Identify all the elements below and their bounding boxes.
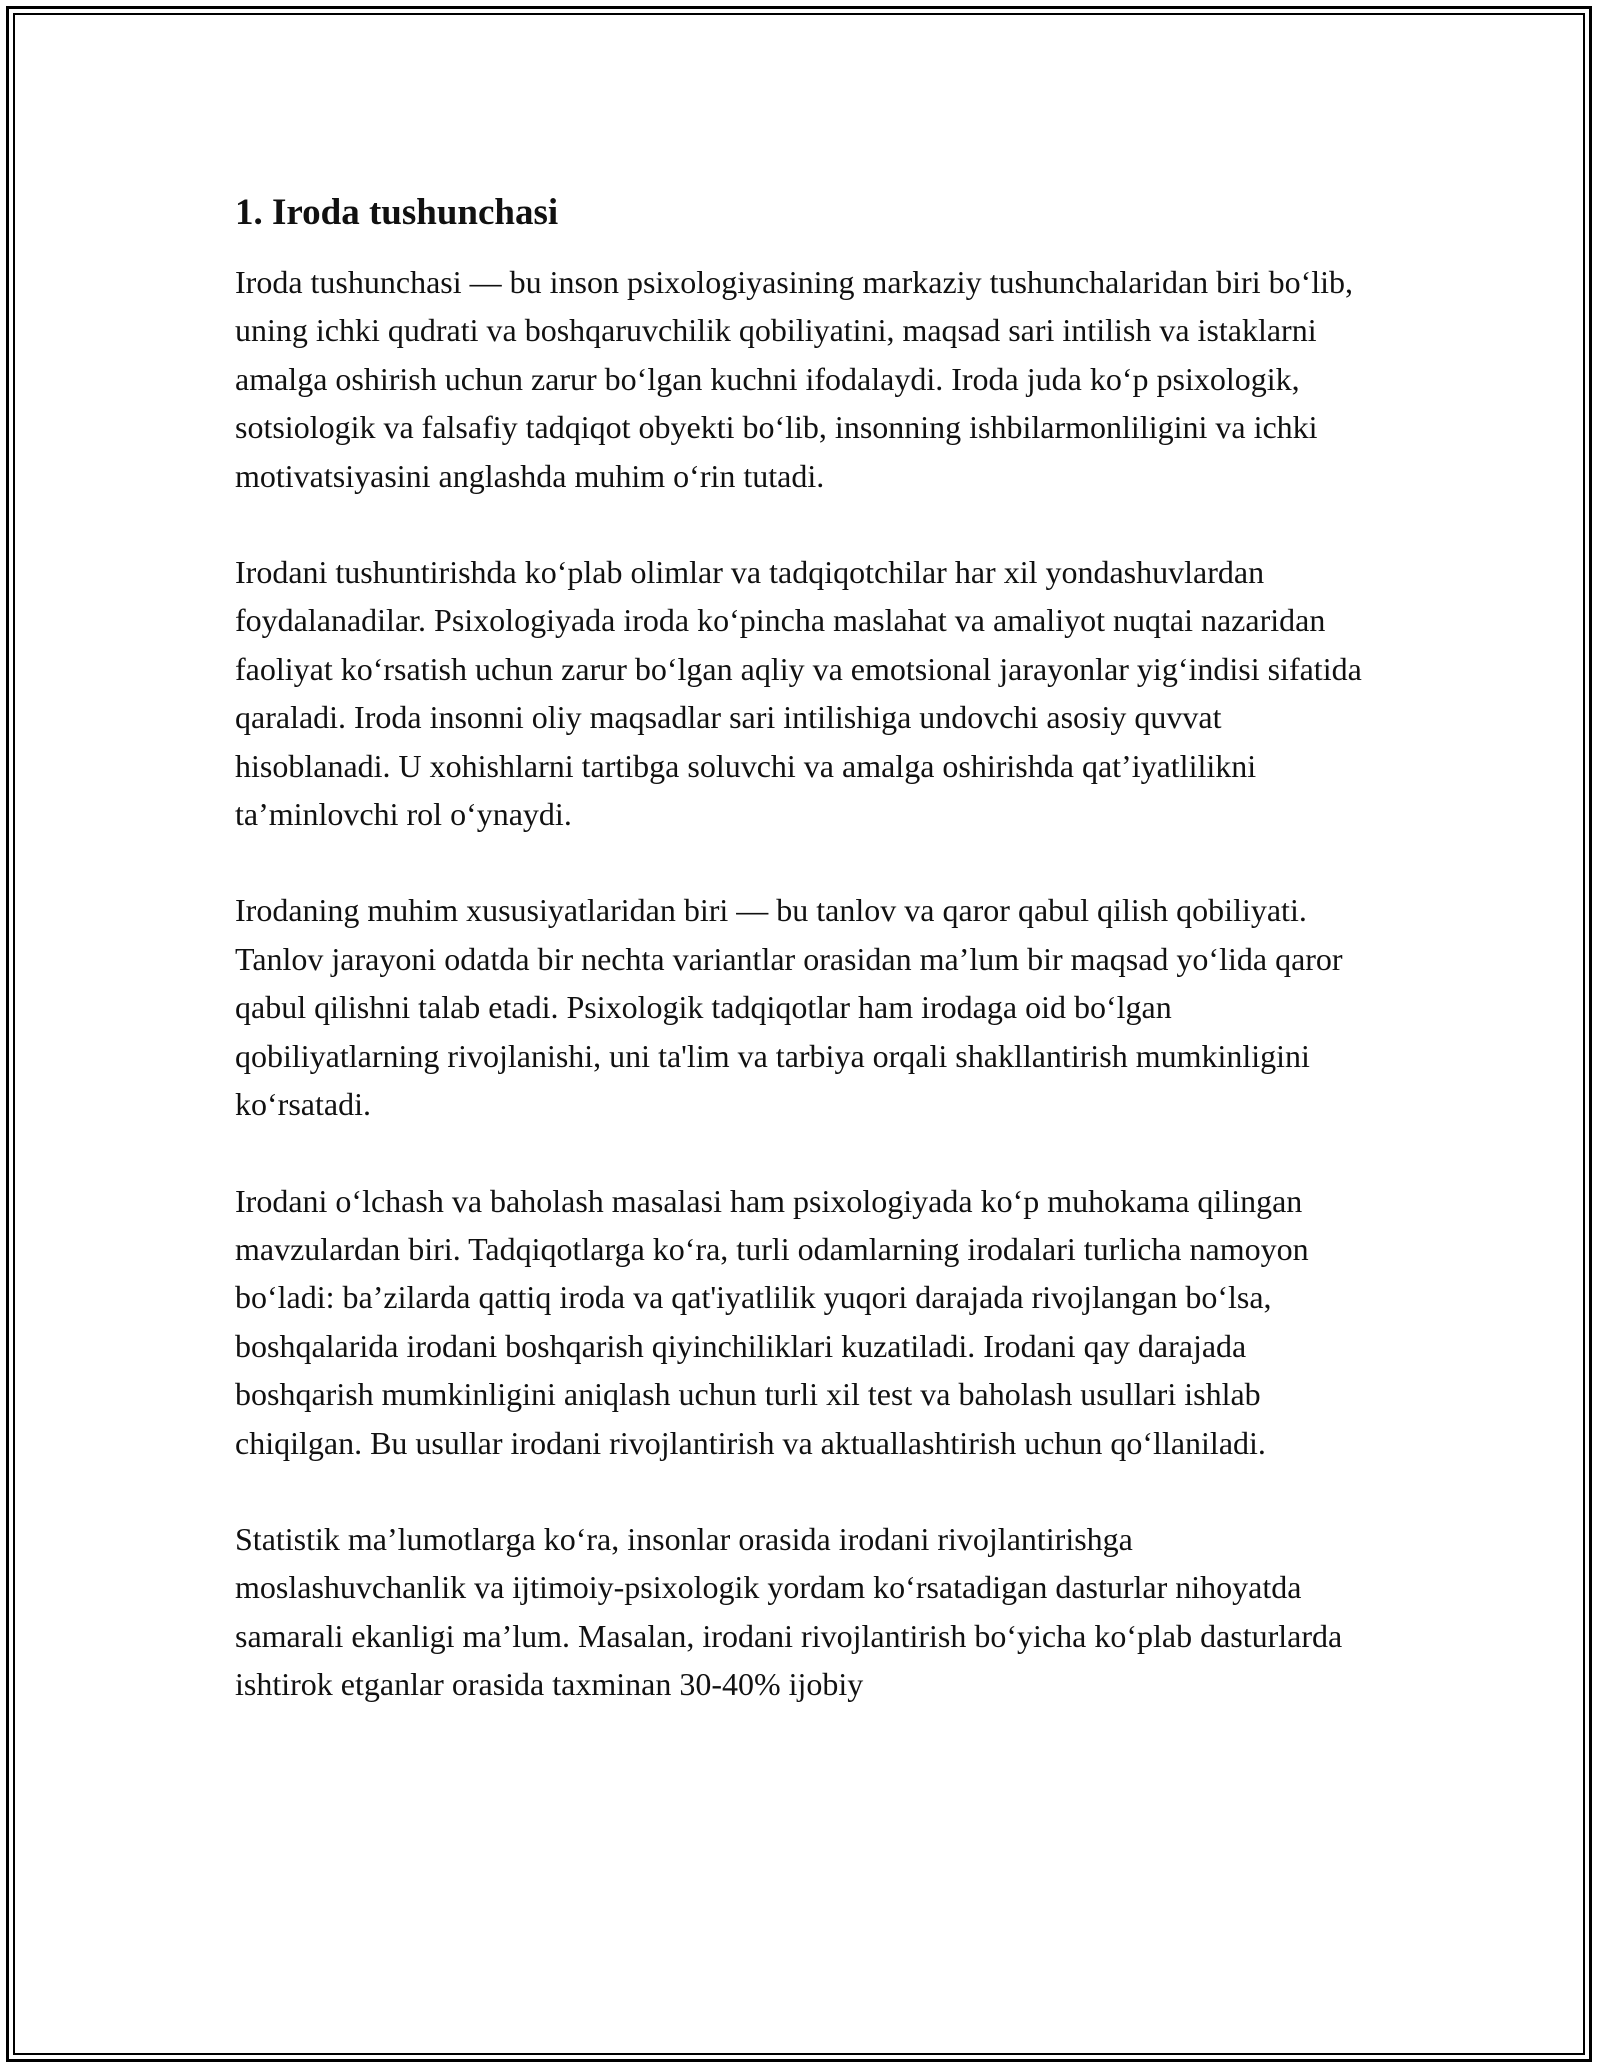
document-body	[235, 188, 1365, 1709]
paragraph-4: Irodani o‘lchash va baholash masalasi ham psixologiyada ko‘p muhokama qilingan mavzulardan biri. Tadqiqotlarga ko‘ra, turli odamlarning irodalari turlicha namoyon bo‘ladi: ba’zilarda qattiq iroda va qat'iyatlilik yuqori darajada rivojlangan bo‘lsa, boshqalarida irodani boshqarish qiyinchiliklari kuzatiladi. Irodani qay darajada boshqarish mumkinligini aniqlash uchun turli xil test va baholash usullari ishlab chiqilgan. Bu usullar irodani rivojlantirish va aktuallashtirish uchun qo‘llaniladi.	[235, 1182, 1309, 1461]
paragraph-1: Iroda tushunchasi — bu inson psixologiyasining markaziy tushunchalaridan biri bo‘lib, uning ichki qudrati va boshqaruvchilik qobiliyatini, maqsad sari intilish va istaklarni amalga oshirish uchun zarur bo‘lgan kuchni ifodalaydi. Iroda juda ko‘p psixologik, sotsiologik va falsafiy tadqiqot obyekti bo‘lib, insonning ishbilarmonliligini va ichki motivatsiyasini anglashda muhim o‘rin tutadi.	[235, 264, 1354, 494]
paragraph-3: Irodaning muhim xususiyatlaridan biri — bu tanlov va qaror qabul qilish qobiliyati. Tanlov jarayoni odatda bir nechta variantlar orasidan ma’lum bir maqsad yo‘lida qaror qabul qilishni talab etadi. Psixologik tadqiqotlar ham irodaga oid bo‘lgan qobiliyatlarning rivojlanishi, uni ta'lim va tarbiya orqali shakllantirish mumkinligini ko‘rsatadi.	[235, 892, 1343, 1123]
paragraph-5: Statistik ma’lumotlarga ko‘ra, insonlar orasida irodani rivojlantirishga moslashuvchanlik va ijtimoiy-psixologik yordam ko‘rsatadigan dasturlar nihoyatda samarali ekanligi ma’lum. Masalan, irodani rivojlantirish bo‘yicha ko‘plab dasturlarda ishtirok etganlar orasida taxminan 30-40% ijobiy	[235, 1520, 1343, 1703]
paragraph-2: Irodani tushuntirishda ko‘plab olimlar va tadqiqotchilar har xil yondashuvlardan foydalanadilar. Psixologiyada iroda ko‘pincha maslahat va amaliyot nuqtai nazaridan faoliyat ko‘rsatish uchun zarur bo‘lgan aqliy va emotsional jarayonlar yig‘indisi sifatida qaraladi. Iroda insonni oliy maqsadlar sari intilishiga undovchi asosiy quvvat hisoblanadi. U xohishlarni tartibga soluvchi va amalga oshirishda qat’iyatlilikni ta’minlovchi rol o‘ynaydi.	[235, 554, 1362, 833]
section-heading: 1. Iroda tushunchasi	[235, 192, 559, 233]
